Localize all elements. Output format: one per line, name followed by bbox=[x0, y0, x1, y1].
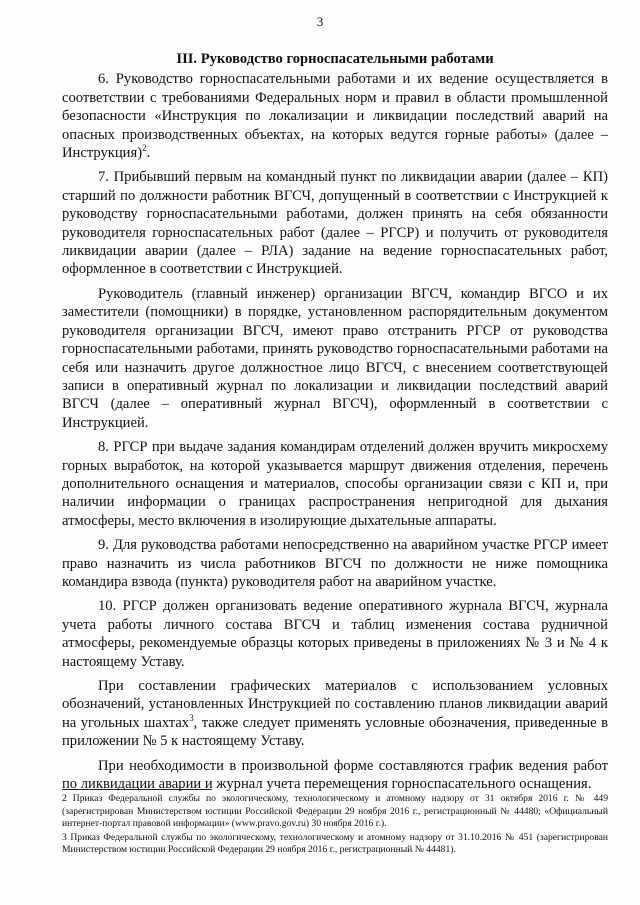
paragraph-9: 9. Для руководства работами непосредственно на аварийном участке РГСР имеет право назначить из числа работников ВГСЧ по должности не ниже помощника командира взвода (пункта) руководителя работ на аварийном участке. bbox=[62, 537, 608, 590]
paragraph-10-graphics-end: , также следует применять условные обозначения, приведенные в приложении № 5 к настоящему Уставу. bbox=[62, 714, 608, 750]
paragraph-7-continued: Руководитель (главный инженер) организации ВГСЧ, командир ВГСО и их заместители (помощники) в порядке, установленном распорядительным документом руководителя организации ВГСЧ, имеют право отстранить РГСР от руководства горноспасательными работами, принять руководство горноспасательными работами на себя или назначить другое должностное лицо ВГСЧ, с внесением соответствующей записи в оперативный журнал по локализации и ликвидации последствий аварий ВГСЧ (далее – оперативный журнал ВГСЧ), оформленный в соответствии с Инструкцией. bbox=[62, 285, 608, 431]
paragraph-6-end: . bbox=[146, 145, 151, 162]
footnote-2: 2 Приказ Федеральной службы по экологическому, технологическому и атомному надзору от 31 октября 2016 г. № 449 (зарегистрирован Министерством юстиции Российской Федерации 29 ноября 2016 г., регистрационный № 44480; «Официальный интернет-портал правовой информации» (www.pravo.gov.ru) 30 ноября 2016 г.). bbox=[62, 793, 608, 830]
footnote-ref-2[interactable]: 2 bbox=[142, 143, 147, 154]
section-heading: III. Руководство горноспасательными работами bbox=[176, 51, 494, 67]
paragraph-6-text: 6. Руководство горноспасательными работами и их ведение осуществляется в соответствии с требованиями Федеральных норм и правил в области промышленной безопасности «Инструкция по локализации и ликвидации последствий аварий на опасных производственных объектах, на которых ведутся горные работы» (далее – Инструкция) bbox=[62, 71, 608, 162]
footnote-3: 3 Приказ Федеральной службы по экологическому, технологическому и атомному надзору от 31.10.2016 № 451 (зарегистрирован Министерством юстиции Российской Федерации 29 ноября 2016 г., регистрационный № 44481). bbox=[62, 831, 608, 856]
page-number: 3 bbox=[316, 14, 324, 29]
paragraph-8: 8. РГСР при выдаче задания командирам отделений должен вручить микросхему горных выработок, на которой указывается маршрут движения отделения, перечень дополнительного оснащения и материалов, способы организации связи с КП и, при наличии информации о границах распространения непригодной для дыхания атмосферы, место включения в изолирующие дыхательные аппараты. bbox=[62, 439, 608, 529]
footnote-ref-3[interactable]: 3 bbox=[189, 712, 194, 723]
document-body bbox=[62, 50, 608, 799]
footnotes bbox=[62, 793, 608, 858]
paragraph-10: 10. РГСР должен организовать ведение оперативного журнала ВГСЧ, журнала учета работы личного состава ВГСЧ и таблиц изменения состава рудничной атмосферы, рекомендуемые образцы которых приведены в приложениях № 3 и № 4 к настоящему Уставу. bbox=[62, 598, 608, 670]
paragraph-7: 7. Прибывший первым на командный пункт по ликвидации аварии (далее – КП) старший по должности работник ВГСЧ, допущенный в соответствии с Инструкцией к руководству горноспасательными работами, должен принять на себя обязанности руководителя горноспасательных работ (далее – РГСР) и получить от руководителя ликвидации аварии (далее – РЛА) задание на ведение горноспасательных работ, оформленное в соответствии с Инструкцией. bbox=[62, 169, 608, 278]
paragraph-10-graphics bbox=[62, 677, 608, 751]
footnote-divider bbox=[62, 789, 212, 790]
paragraph-6 bbox=[62, 70, 608, 162]
paragraph-10-graphics-text: При составлении графических материалов с использованием условных обозначений, установленных Инструкцией по составлению планов ликвидации аварий на угольных шахтах bbox=[62, 678, 608, 731]
paragraph-10-schedule: При необходимости в произвольной форме составляются график ведения работ по ликвидации аварии и журнал учета перемещения горноспасательного оснащения. bbox=[62, 757, 608, 793]
